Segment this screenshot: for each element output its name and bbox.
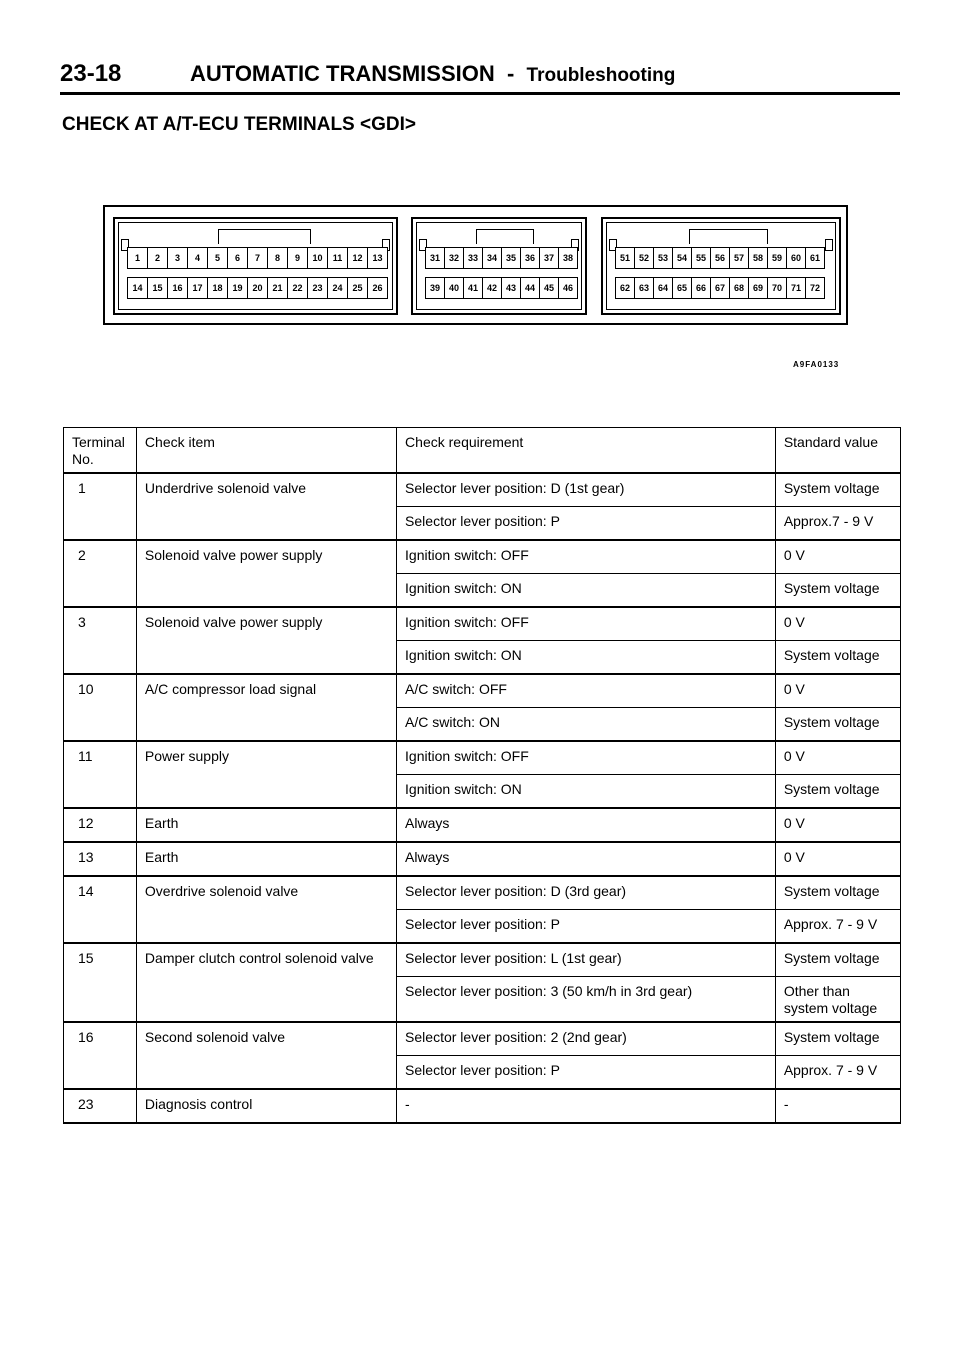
check-requirement: Ignition switch: ON [397, 641, 776, 675]
standard-value: 0 V [775, 607, 900, 641]
pin-52: 52 [634, 247, 654, 269]
check-requirement: Ignition switch: ON [397, 574, 776, 608]
check-requirement: Selector lever position: 2 (2nd gear) [397, 1022, 776, 1056]
check-requirement: Selector lever position: L (1st gear) [397, 943, 776, 977]
pin-66: 66 [691, 277, 711, 299]
header-dash: - [506, 61, 515, 86]
pin-70: 70 [767, 277, 787, 299]
connector-key [476, 229, 534, 244]
pin-26: 26 [367, 277, 388, 299]
check-requirement: Selector lever position: D (3rd gear) [397, 876, 776, 910]
terminal-number: 14 [64, 876, 137, 943]
check-item: Earth [136, 842, 396, 876]
pin-53: 53 [653, 247, 673, 269]
pin-10: 10 [307, 247, 328, 269]
header-rule [60, 92, 900, 95]
table-row [64, 540, 901, 574]
standard-value: System voltage [775, 943, 900, 977]
check-requirement: Always [397, 808, 776, 842]
pin-65: 65 [672, 277, 692, 299]
connector-latch-right [825, 239, 833, 251]
header-title: AUTOMATIC TRANSMISSION [190, 61, 495, 86]
pin-63: 63 [634, 277, 654, 299]
pin-54: 54 [672, 247, 692, 269]
pin-61: 61 [805, 247, 825, 269]
pin-35: 35 [501, 247, 521, 269]
pin-43: 43 [501, 277, 521, 299]
pin-57: 57 [729, 247, 749, 269]
pin-68: 68 [729, 277, 749, 299]
pin-row [425, 247, 577, 269]
standard-value: Approx.7 - 9 V [775, 507, 900, 541]
pin-7: 7 [247, 247, 268, 269]
pin-15: 15 [147, 277, 168, 299]
table-row [64, 674, 901, 708]
check-requirement: A/C switch: OFF [397, 674, 776, 708]
check-requirement: - [397, 1089, 776, 1123]
pin-21: 21 [267, 277, 288, 299]
pin-row [615, 247, 824, 269]
check-requirement: Ignition switch: OFF [397, 607, 776, 641]
table-row [64, 1022, 901, 1056]
standard-value: System voltage [775, 1022, 900, 1056]
standard-value: System voltage [775, 876, 900, 910]
pin-13: 13 [367, 247, 388, 269]
pin-31: 31 [425, 247, 445, 269]
pin-4: 4 [187, 247, 208, 269]
pin-51: 51 [615, 247, 635, 269]
standard-value: Approx. 7 - 9 V [775, 910, 900, 944]
table-row [64, 808, 901, 842]
terminal-number: 10 [64, 674, 137, 741]
standard-value: - [775, 1089, 900, 1123]
check-requirement: Selector lever position: P [397, 910, 776, 944]
pin-34: 34 [482, 247, 502, 269]
connector-key [689, 229, 768, 244]
check-item: Second solenoid valve [136, 1022, 396, 1089]
terminal-number: 11 [64, 741, 137, 808]
standard-value: 0 V [775, 842, 900, 876]
pin-39: 39 [425, 277, 445, 299]
table-header-row [64, 428, 901, 474]
table-row [64, 943, 901, 977]
check-requirement: Always [397, 842, 776, 876]
pin-6: 6 [227, 247, 248, 269]
pin-24: 24 [327, 277, 348, 299]
check-requirement: Ignition switch: ON [397, 775, 776, 809]
section-title: CHECK AT A/T-ECU TERMINALS <GDI> [62, 114, 416, 135]
pin-44: 44 [520, 277, 540, 299]
terminal-number: 1 [64, 473, 137, 540]
standard-value: Other than system voltage [775, 977, 900, 1023]
pin-55: 55 [691, 247, 711, 269]
connector-2 [411, 217, 587, 315]
pin-41: 41 [463, 277, 483, 299]
check-item: A/C compressor load signal [136, 674, 396, 741]
check-item: Earth [136, 808, 396, 842]
pin-23: 23 [307, 277, 328, 299]
pin-row [615, 277, 824, 299]
standard-value: 0 V [775, 540, 900, 574]
table-row [64, 607, 901, 641]
table-row [64, 741, 901, 775]
pin-5: 5 [207, 247, 228, 269]
connector-3 [601, 217, 841, 315]
pin-58: 58 [748, 247, 768, 269]
pin-3: 3 [167, 247, 188, 269]
terminal-number: 16 [64, 1022, 137, 1089]
pin-42: 42 [482, 277, 502, 299]
pin-20: 20 [247, 277, 268, 299]
check-item: Overdrive solenoid valve [136, 876, 396, 943]
pin-46: 46 [558, 277, 578, 299]
pin-60: 60 [786, 247, 806, 269]
check-requirement: Selector lever position: P [397, 1056, 776, 1090]
pin-62: 62 [615, 277, 635, 299]
pin-33: 33 [463, 247, 483, 269]
check-requirement: Selector lever position: D (1st gear) [397, 473, 776, 507]
check-requirement: Ignition switch: OFF [397, 741, 776, 775]
pin-1: 1 [127, 247, 148, 269]
pin-row [127, 247, 387, 269]
connector-diagram [103, 205, 848, 325]
pin-67: 67 [710, 277, 730, 299]
pin-45: 45 [539, 277, 559, 299]
page-number: 23-18 [60, 60, 122, 87]
standard-value: System voltage [775, 775, 900, 809]
check-item: Diagnosis control [136, 1089, 396, 1123]
standard-value: 0 V [775, 674, 900, 708]
check-item: Power supply [136, 741, 396, 808]
check-requirement: A/C switch: ON [397, 708, 776, 742]
header-subtitle: Troubleshooting [526, 65, 676, 86]
standard-value: 0 V [775, 808, 900, 842]
check-item: Damper clutch control solenoid valve [136, 943, 396, 1022]
check-item: Solenoid valve power supply [136, 540, 396, 607]
connector-1 [113, 217, 398, 315]
pin-19: 19 [227, 277, 248, 299]
standard-value: System voltage [775, 574, 900, 608]
connector-key [218, 229, 311, 244]
table-row [64, 1089, 901, 1123]
pin-row [425, 277, 577, 299]
terminal-number: 2 [64, 540, 137, 607]
terminal-number: 13 [64, 842, 137, 876]
terminal-number: 12 [64, 808, 137, 842]
pin-2: 2 [147, 247, 168, 269]
standard-value: 0 V [775, 741, 900, 775]
pin-14: 14 [127, 277, 148, 299]
standard-value: System voltage [775, 641, 900, 675]
pin-71: 71 [786, 277, 806, 299]
terminal-number: 15 [64, 943, 137, 1022]
pin-40: 40 [444, 277, 464, 299]
terminal-number: 3 [64, 607, 137, 674]
check-requirement: Ignition switch: OFF [397, 540, 776, 574]
pin-59: 59 [767, 247, 787, 269]
terminal-number: 23 [64, 1089, 137, 1123]
header-check-requirement: Check requirement [397, 428, 776, 474]
table-row [64, 842, 901, 876]
pin-37: 37 [539, 247, 559, 269]
pin-56: 56 [710, 247, 730, 269]
pin-25: 25 [347, 277, 368, 299]
pin-9: 9 [287, 247, 308, 269]
header-check-item: Check item [136, 428, 396, 474]
header-standard-value: Standard value [775, 428, 900, 474]
page-header [60, 60, 675, 88]
header-terminal: Terminal No. [64, 428, 137, 474]
table-row [64, 876, 901, 910]
pin-72: 72 [805, 277, 825, 299]
standard-value: System voltage [775, 708, 900, 742]
pin-69: 69 [748, 277, 768, 299]
check-item: Underdrive solenoid valve [136, 473, 396, 540]
pin-36: 36 [520, 247, 540, 269]
pin-11: 11 [327, 247, 348, 269]
pin-8: 8 [267, 247, 288, 269]
pin-18: 18 [207, 277, 228, 299]
standard-value: Approx. 7 - 9 V [775, 1056, 900, 1090]
pin-32: 32 [444, 247, 464, 269]
pin-64: 64 [653, 277, 673, 299]
figure-id: A9FA0133 [793, 360, 840, 369]
check-item: Solenoid valve power supply [136, 607, 396, 674]
check-requirement: Selector lever position: 3 (50 km/h in 3rd gear) [397, 977, 776, 1023]
table-row [64, 473, 901, 507]
check-requirement: Selector lever position: P [397, 507, 776, 541]
terminal-table [63, 427, 901, 1124]
pin-12: 12 [347, 247, 368, 269]
pin-row [127, 277, 387, 299]
pin-17: 17 [187, 277, 208, 299]
standard-value: System voltage [775, 473, 900, 507]
pin-22: 22 [287, 277, 308, 299]
pin-38: 38 [558, 247, 578, 269]
pin-16: 16 [167, 277, 188, 299]
